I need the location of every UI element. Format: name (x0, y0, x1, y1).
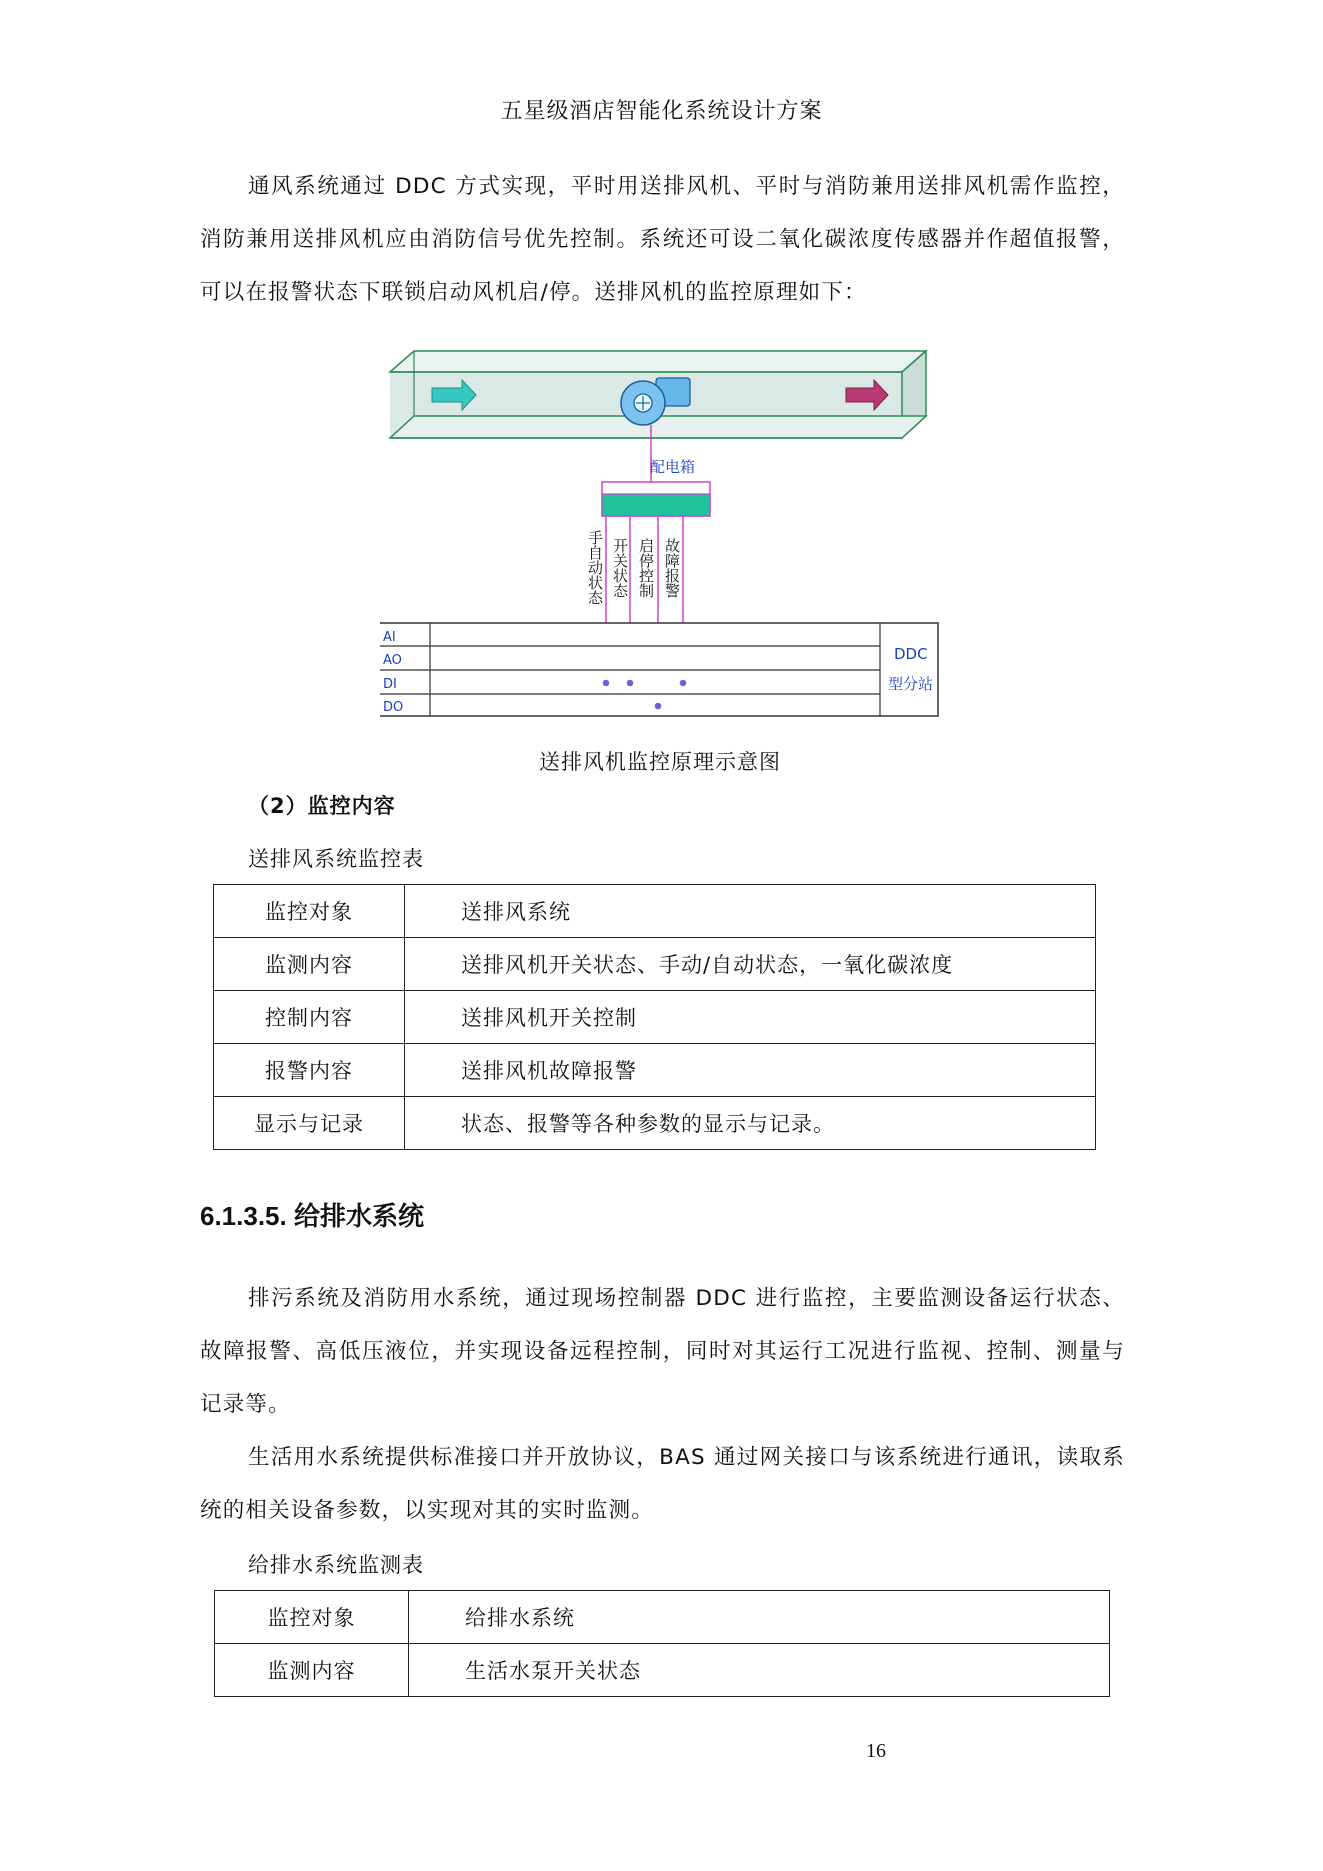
table-row (214, 938, 1096, 991)
table-cell-label: 监测内容 (215, 1644, 409, 1697)
water-paragraphs (200, 1272, 1125, 1537)
signal-label-switch: 开关状态 (611, 538, 629, 598)
section-heading: 6.1.3.5. 给排水系统 (200, 1201, 424, 1231)
ddc-label: DDC (894, 645, 928, 663)
ddc-substation-label: 型分站 (888, 675, 934, 693)
table-cell-label: 监控对象 (214, 885, 405, 938)
power-box-label: 配电箱 (650, 458, 696, 476)
table-row (215, 1591, 1110, 1644)
ddc-io-grid (380, 623, 938, 716)
io-row-ao: AO (383, 653, 402, 668)
io-row-di: DI (383, 677, 397, 692)
table-row (214, 991, 1096, 1044)
table-cell-value: 生活水泵开关状态 (409, 1644, 1110, 1697)
table-cell-label: 显示与记录 (214, 1097, 405, 1150)
table-cell-value: 送排风机故障报警 (405, 1044, 1096, 1097)
table-cell-value: 送排风系统 (405, 885, 1096, 938)
table-cell-value: 给排水系统 (409, 1591, 1110, 1644)
table-cell-label: 控制内容 (214, 991, 405, 1044)
table-cell-value: 送排风机开关控制 (405, 991, 1096, 1044)
signal-label-alarm: 故障报警 (663, 538, 681, 598)
water-paragraph-1: 排污系统及消防用水系统，通过现场控制器 DDC 进行监控，主要监测设备运行状态、故障报警、高低压液位，并实现设备远程控制，同时对其运行工况进行监视、控制、测量与记录等。 (200, 1286, 1125, 1417)
table-row (214, 1097, 1096, 1150)
document-header: 五星级酒店智能化系统设计方案 (500, 99, 823, 124)
table-row (215, 1644, 1110, 1697)
table-cell-label: 监测内容 (214, 938, 405, 991)
vent-monitoring-table (213, 884, 1096, 1150)
table-row (214, 885, 1096, 938)
io-row-ai: AI (383, 630, 396, 645)
signal-label-mode: 手自动状态 (586, 530, 604, 605)
diagram-caption: 送排风机监控原理示意图 (539, 750, 781, 774)
monitoring-content-subheading: （2）监控内容 (248, 794, 396, 818)
io-row-do: DO (383, 700, 404, 715)
table-cell-label: 监控对象 (215, 1591, 409, 1644)
water-paragraph-2: 生活用水系统提供标准接口并开放协议，BAS 通过网关接口与该系统进行通讯，读取系统的相关设备参数，以实现对其的实时监测。 (200, 1445, 1125, 1523)
page-number: 16 (866, 1740, 886, 1762)
water-table-title: 给排水系统监测表 (248, 1553, 424, 1577)
intro-paragraph-text: 通风系统通过 DDC 方式实现，平时用送排风机、平时与消防兼用送排风机需作监控，消防兼用送排风机应由消防信号优先控制。系统还可设二氧化碳浓度传感器并作超值报警，可以在报警状态下联锁启动风机启/停。送排风机的监控原理如下： (200, 174, 1125, 305)
table-cell-value: 送排风机开关状态、手动/自动状态，一氧化碳浓度 (405, 938, 1096, 991)
table-row (214, 1044, 1096, 1097)
intro-paragraph (200, 160, 1125, 319)
signal-label-control: 启停控制 (637, 538, 655, 598)
table-cell-label: 报警内容 (214, 1044, 405, 1097)
fan-monitoring-diagram (380, 340, 950, 720)
table-cell-value: 状态、报警等各种参数的显示与记录。 (405, 1097, 1096, 1150)
water-monitoring-table (214, 1590, 1110, 1697)
vent-table-title: 送排风系统监控表 (248, 847, 424, 871)
